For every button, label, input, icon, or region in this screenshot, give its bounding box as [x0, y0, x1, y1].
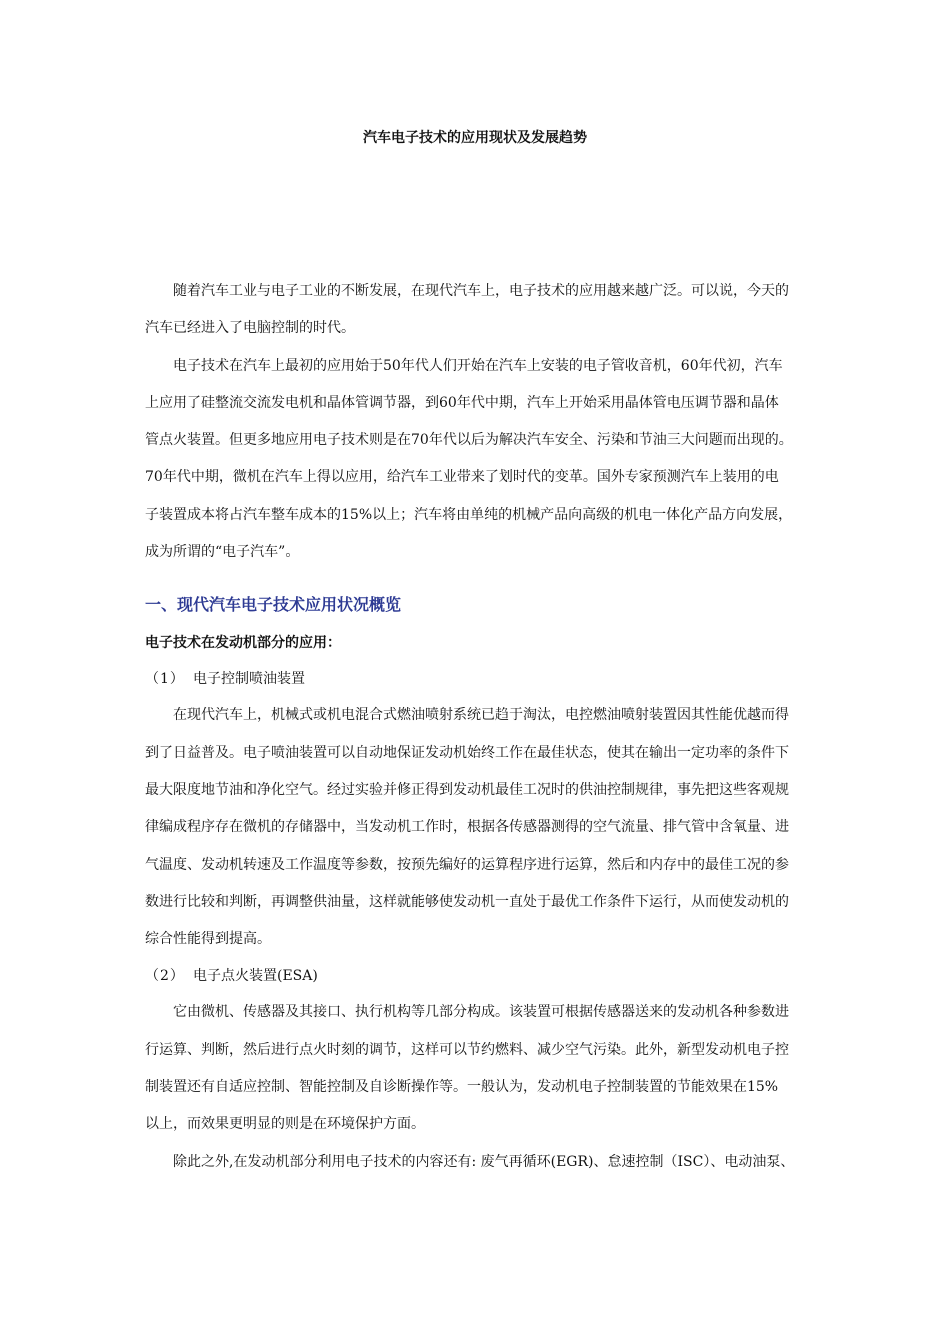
text-line: 管点火装置。但更多地应用电子技术则是在70年代以后为解决汽车安全、污染和节油三大问题而出现的。	[145, 432, 793, 449]
item-label: 电子控制喷油装置	[193, 671, 305, 688]
closing-paragraph	[145, 1144, 807, 1181]
item2-paragraph	[145, 994, 807, 1143]
text-line: 到了日益普及。电子喷油装置可以自动地保证发动机始终工作在最佳状态，使其在输出一定功率的条件下	[145, 744, 789, 761]
text-line: 随着汽车工业与电子工业的不断发展，在现代汽车上，电子技术的应用越来越广泛。可以说，今天的	[145, 283, 789, 299]
text-line: 行运算、判断，然后进行点火时刻的调节，这样可以节约燃料、减少空气污染。此外，新型发动机电子控	[145, 1041, 789, 1058]
text-line: 成为所谓的“电子汽车”。	[145, 544, 300, 561]
text-line: 综合性能得到提高。	[145, 931, 271, 948]
section-heading: 一、现代汽车电子技术应用状况概览	[145, 595, 402, 615]
item-label: 电子点火装置(ESA)	[193, 968, 318, 985]
list-item-heading-2	[145, 958, 807, 994]
text-line: 上应用了硅整流交流发电机和晶体管调节器，到60年代中期，汽车上开始采用晶体管电压调节器和晶体	[145, 394, 779, 411]
list-item-heading-1	[145, 661, 807, 697]
document-title: 汽车电子技术的应用现状及发展趋势	[363, 130, 587, 146]
text-line: 汽车已经进入了电脑控制的时代。	[145, 320, 355, 337]
item1-paragraph	[145, 697, 807, 958]
section-subheading: 电子技术在发动机部分的应用：	[145, 635, 341, 652]
intro-paragraph-2	[145, 348, 807, 572]
text-line: 子装置成本将占汽车整车成本的15%以上；汽车将由单纯的机械产品向高级的机电一体化产品方向发展，	[145, 506, 793, 523]
text-line: 70年代中期，微机在汽车上得以应用，给汽车工业带来了划时代的变革。国外专家预测汽车上装用的电	[145, 469, 779, 486]
text-line: 除此之外,在发动机部分利用电子技术的内容还有: 废气再循环(EGR)、怠速控制（ISC）、电动油泵、	[145, 1153, 795, 1170]
text-line: 数进行比较和判断，再调整供油量，这样就能够使发动机一直处于最优工作条件下运行，从而使发动机的	[145, 893, 789, 910]
text-line: 它由微机、传感器及其接口、执行机构等几部分构成。该装置可根据传感器送来的发动机各种参数进	[145, 1004, 789, 1021]
text-line: 律编成程序存在微机的存储器中，当发动机工作时，根据各传感器测得的空气流量、排气管中含氧量、进	[145, 819, 789, 836]
item-number: （1）	[145, 671, 185, 688]
text-line: 以上，而效果更明显的则是在环境保护方面。	[145, 1116, 425, 1133]
text-line: 气温度、发动机转速及工作温度等参数，按预先编好的运算程序进行运算，然后和内存中的最佳工况的参	[145, 856, 789, 873]
text-line: 制装置还有自适应控制、智能控制及自诊断操作等。一般认为，发动机电子控制装置的节能效果在15%	[145, 1079, 779, 1096]
intro-paragraph-1	[145, 273, 807, 348]
item-number: （2）	[145, 968, 185, 985]
text-line: 在现代汽车上，机械式或机电混合式燃油喷射系统已趋于淘汰，电控燃油喷射装置因其性能优越而得	[145, 707, 789, 724]
document-body	[145, 273, 807, 1181]
text-line: 最大限度地节油和净化空气。经过实验并修正得到发动机最佳工况时的供油控制规律，事先把这些客观规	[145, 781, 789, 798]
text-line: 电子技术在汽车上最初的应用始于50年代人们开始在汽车上安装的电子管收音机，60年代初，汽车	[145, 357, 783, 374]
